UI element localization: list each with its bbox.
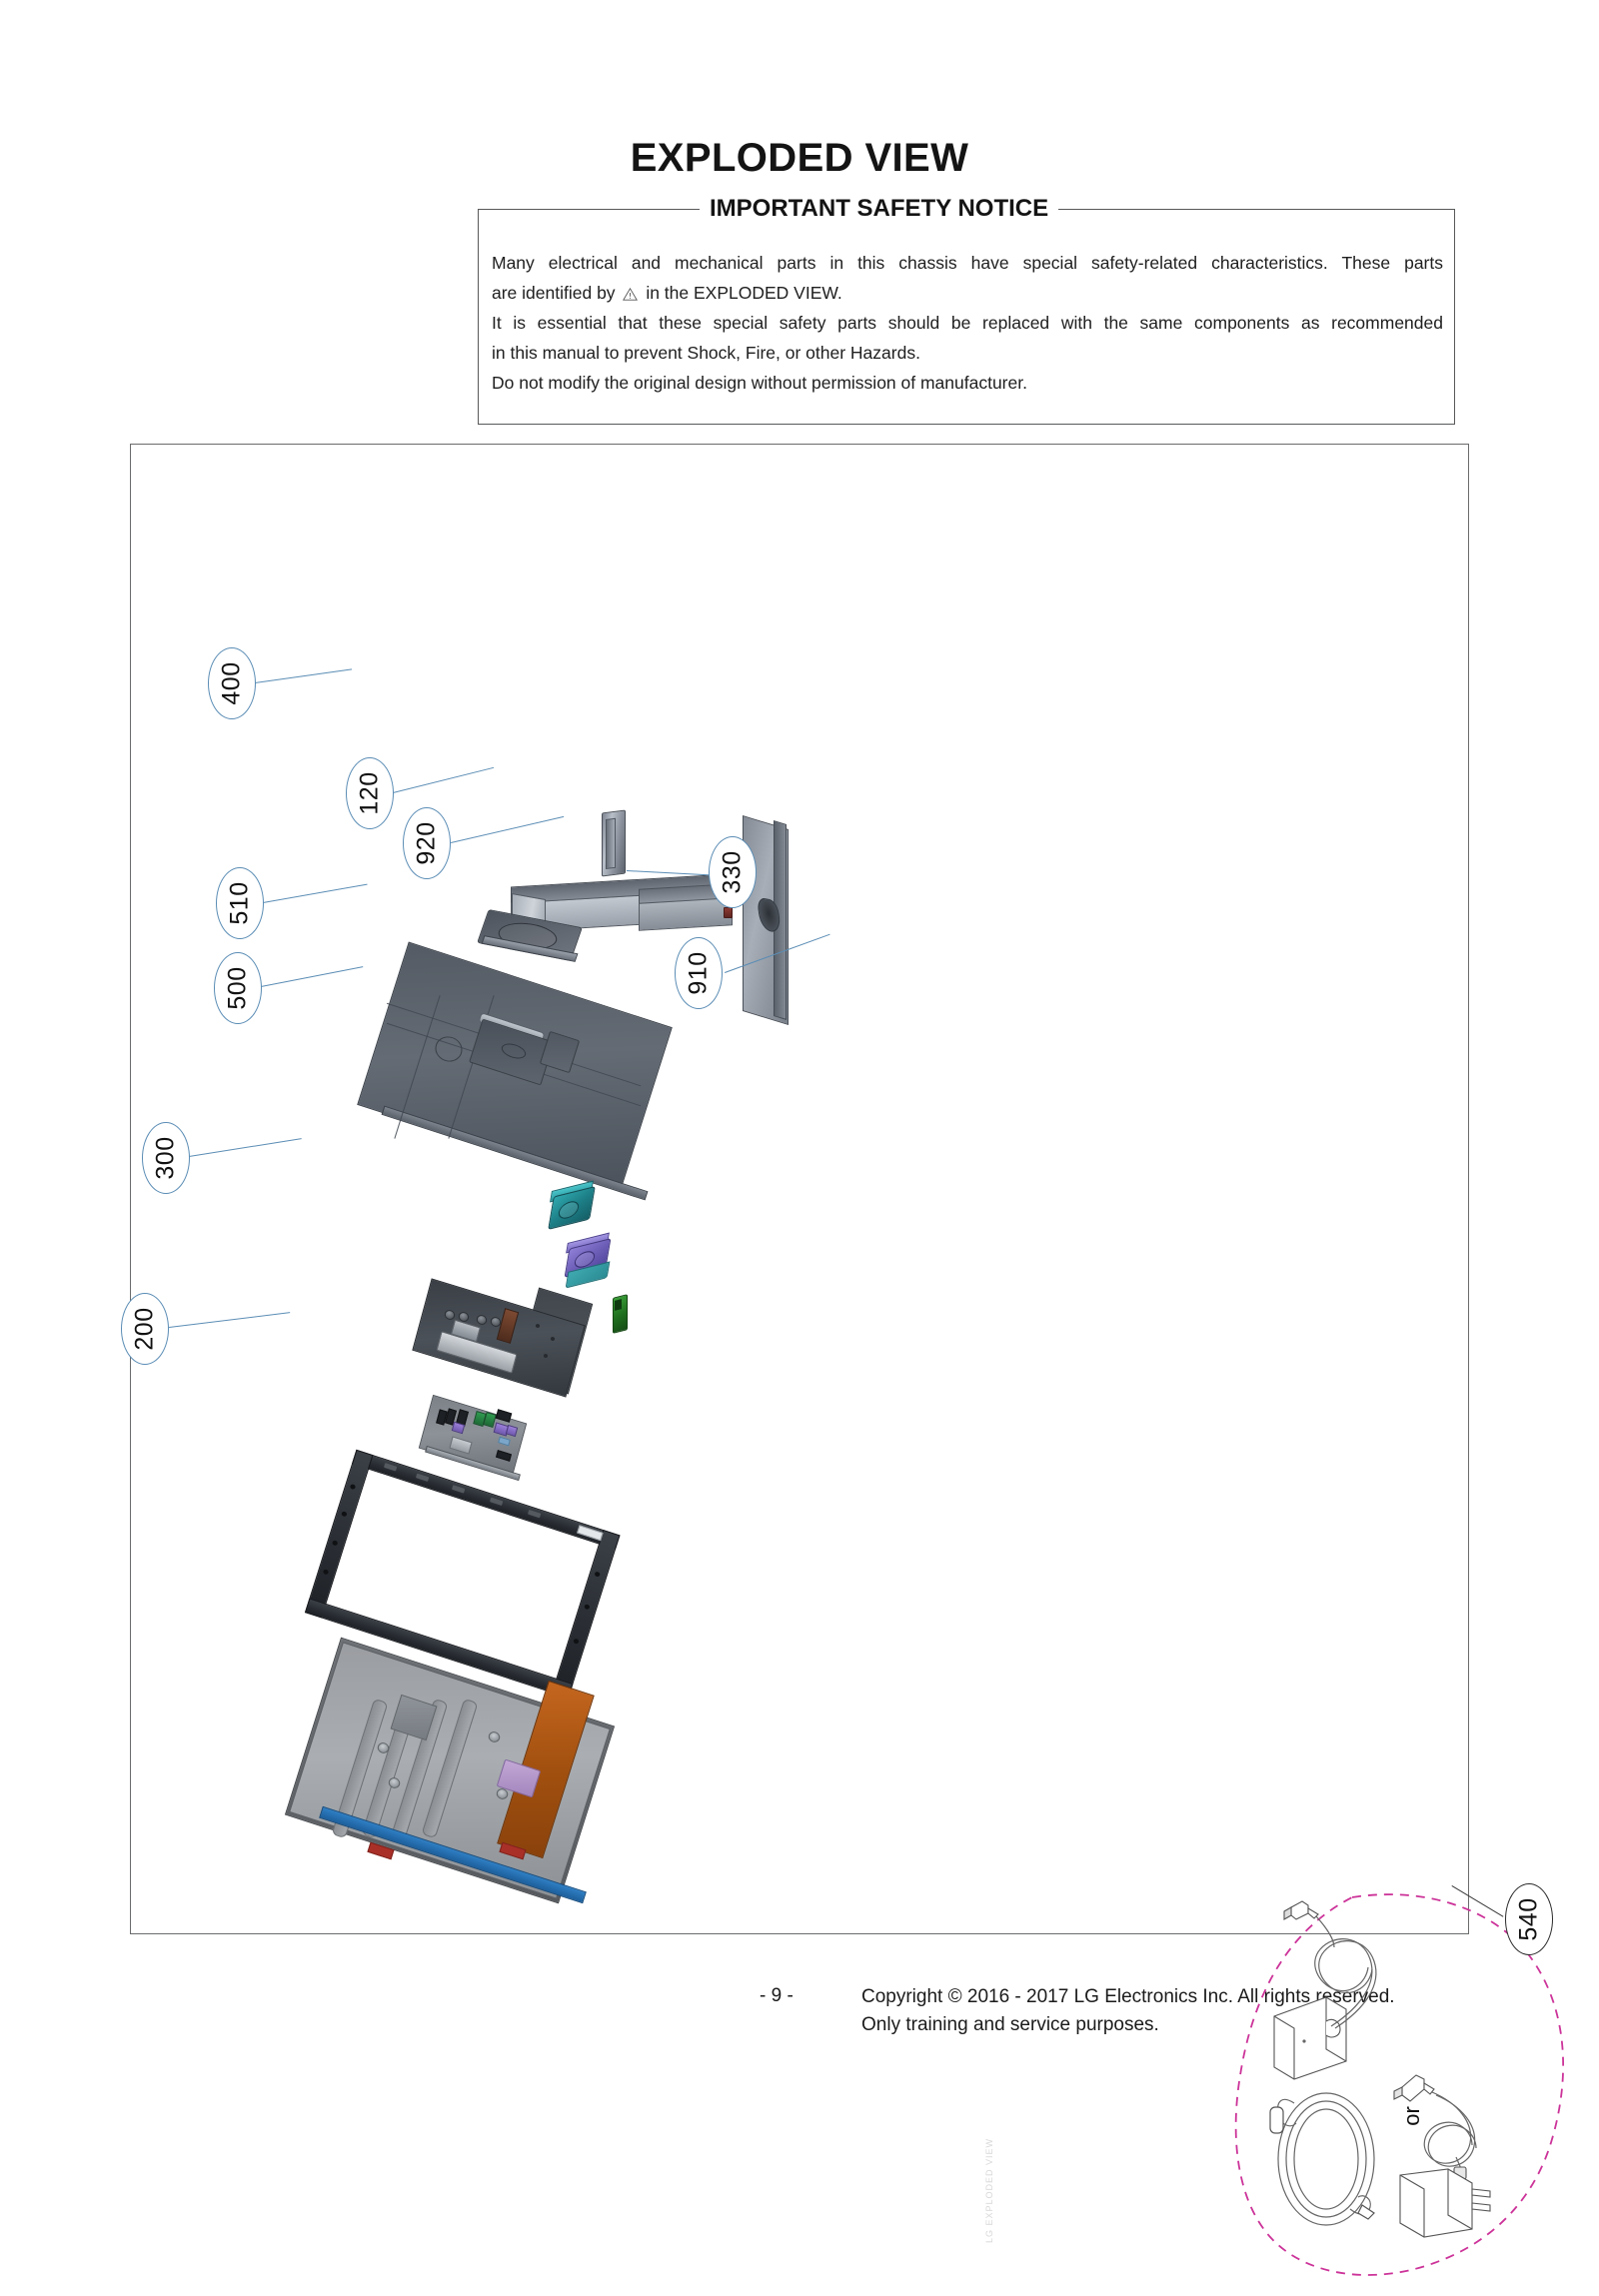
leader-line-200	[169, 1312, 290, 1328]
callout-330[interactable]	[709, 836, 757, 908]
leader-line-920	[451, 816, 564, 843]
callout-510[interactable]	[216, 867, 264, 939]
callout-500-label: 500	[223, 966, 252, 1010]
callout-920[interactable]	[403, 807, 451, 879]
safety-line-3: It is essential that these special safety parts should be replaced with the same components as recommended	[492, 313, 1443, 333]
callout-120-label: 120	[355, 771, 384, 815]
drawing-watermark: LG EXPLODED VIEW	[984, 2137, 994, 2243]
callout-920-label: 920	[412, 821, 441, 865]
callout-300[interactable]	[142, 1122, 190, 1194]
stand-clip-part	[602, 810, 626, 877]
callout-910-label: 910	[684, 951, 713, 995]
leader-line-510	[263, 884, 368, 903]
stand-arm-extension-front	[639, 897, 733, 931]
ac-adapter-with-cable	[1274, 1901, 1376, 2079]
safety-line-5: Do not modify the original design without permission of manufacturer.	[492, 373, 1027, 393]
lg-logo-icon	[434, 1034, 465, 1064]
callout-330-label: 330	[718, 850, 747, 894]
callout-500[interactable]	[214, 952, 262, 1024]
safety-line-1: Many electrical and mechanical parts in this chassis have special safety-related characteristics. These parts	[492, 253, 1443, 273]
safety-line-2-suffix: in the EXPLODED VIEW.	[646, 283, 842, 303]
bezel-right-rail	[552, 1530, 621, 1699]
callout-300-label: 300	[151, 1136, 180, 1180]
leader-line-300	[189, 1138, 302, 1157]
stand-latch-lower	[724, 907, 733, 918]
leader-line-500	[261, 966, 363, 987]
leader-line-120	[393, 767, 494, 793]
ir-sensor-chip	[615, 1299, 622, 1311]
copyright-line-1: Copyright © 2016 - 2017 LG Electronics Inc. All rights reserved.	[861, 1986, 1395, 2007]
callout-200-label: 200	[130, 1307, 159, 1351]
bezel-left-rail	[305, 1450, 374, 1619]
accessory-outline-dashed	[1236, 1894, 1563, 2275]
callout-200[interactable]	[121, 1293, 169, 1365]
warning-triangle-icon	[623, 280, 638, 293]
callout-400[interactable]	[208, 647, 256, 719]
leader-line-400	[255, 668, 352, 683]
callout-540[interactable]	[1505, 1883, 1553, 1955]
callout-510-label: 510	[225, 881, 254, 925]
safety-line-4: in this manual to prevent Shock, Fire, or other Hazards.	[492, 343, 920, 363]
safety-notice-legend: IMPORTANT SAFETY NOTICE	[700, 193, 1058, 225]
accessory-or-label: or	[1398, 2106, 1424, 2126]
callout-400-label: 400	[217, 661, 246, 705]
leader-line-330	[627, 870, 711, 875]
page-title: EXPLODED VIEW	[630, 136, 969, 180]
wall-plug-adapter	[1394, 2075, 1490, 2237]
copyright-line-2: Only training and service purposes.	[861, 2014, 1159, 2035]
power-cord-coiled	[1270, 2093, 1374, 2225]
safety-line-2-prefix: are identified by	[492, 283, 616, 303]
callout-120[interactable]	[346, 757, 394, 829]
callout-910[interactable]	[675, 937, 723, 1009]
callout-540-label: 540	[1514, 1897, 1543, 1941]
page-number: - 9 -	[760, 1985, 794, 2006]
safety-notice-body	[492, 248, 1443, 398]
safety-line-2	[492, 278, 1443, 308]
